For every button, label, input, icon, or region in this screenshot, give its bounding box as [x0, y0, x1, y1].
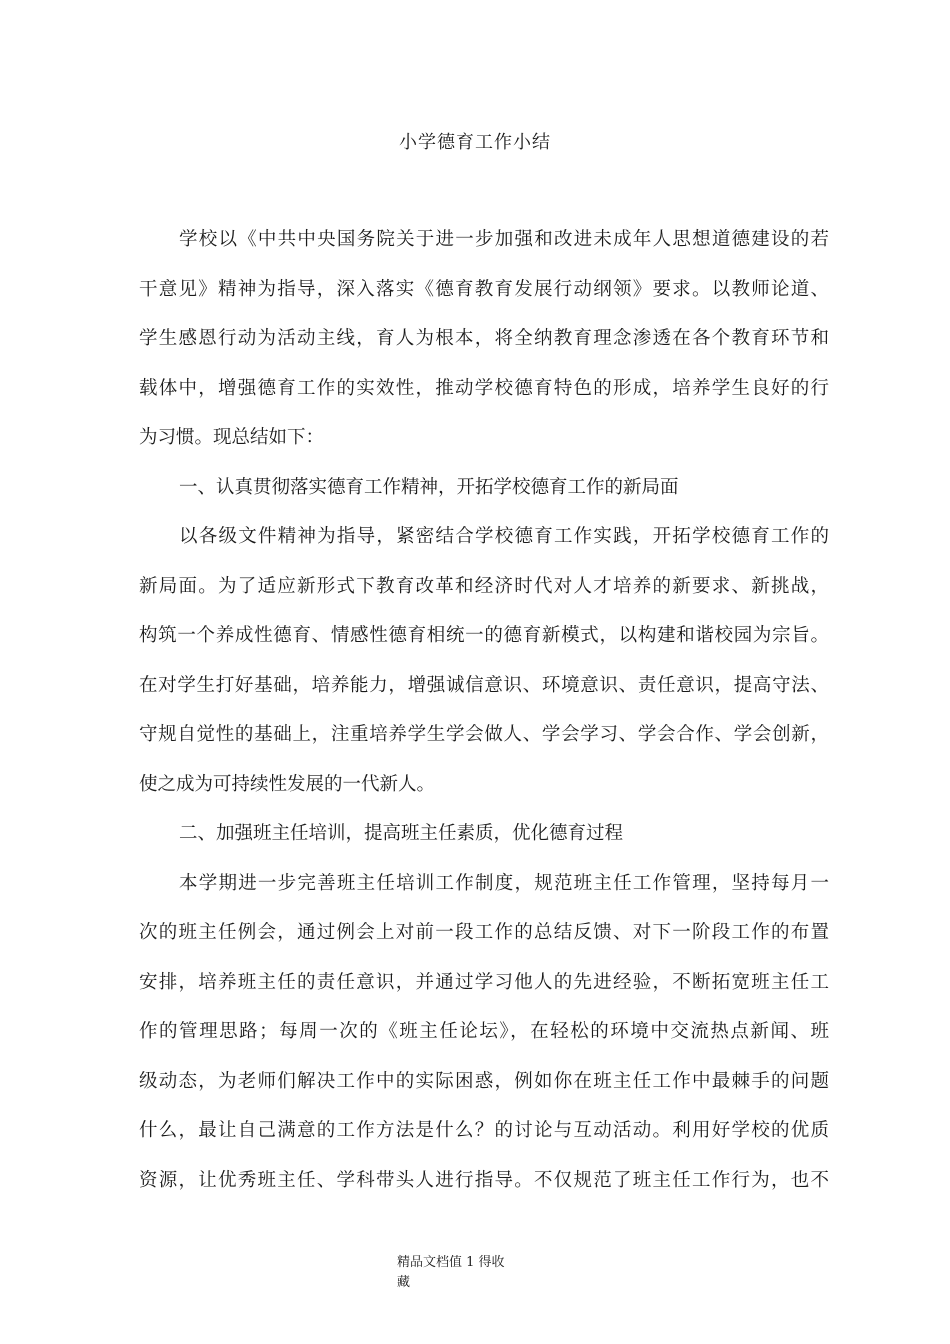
footer-line-2: 藏	[397, 1275, 411, 1290]
text-line: 资源，让优秀班主任、学科带头人进行指导。不仅规范了班主任工作行为，也不	[139, 1169, 829, 1191]
document-body	[139, 224, 829, 1214]
text-line: 为习惯。现总结如下：	[139, 427, 325, 448]
text-line: 载体中，增强德育工作的实效性，推动学校德育特色的形成，培养学生良好的行	[139, 377, 829, 399]
text-line: 新局面。为了适应新形式下教育改革和经济时代对人才培养的新要求、新挑战，	[139, 575, 829, 597]
text-line: 作的管理思路；每周一次的《班主任论坛》，在轻松的环境中交流热点新闻、班	[139, 1021, 829, 1042]
text-line: 学校以《中共中央国务院关于进一步加强和改进未成年人思想道德建设的若	[179, 229, 829, 250]
text-line: 本学期进一步完善班主任培训工作制度，规范班主任工作管理，坚持每月一	[179, 872, 829, 894]
text-line: 什么，最让自己满意的工作方法是什么？的讨论与互动活动。利用好学校的优质	[139, 1120, 829, 1141]
text-line: 在对学生打好基础，培养能力，增强诚信意识、环境意识、责任意识，提高守法、	[139, 674, 829, 696]
footer-line-1: 精品文档值 1 得收	[397, 1255, 505, 1270]
text-line: 构筑一个养成性德育、情感性德育相统一的德育新模式，以构建和谐校园为宗旨。	[139, 625, 829, 646]
document-title: 小学德育工作小结	[399, 132, 551, 153]
text-line: 干意见》精神为指导，深入落实《德育教育发展行动纲领》要求。以教师论道、	[139, 278, 829, 300]
text-line: 学生感恩行动为活动主线，育人为根本，将全纳教育理念渗透在各个教育环节和	[139, 328, 829, 349]
text-line: 以各级文件精神为指导，紧密结合学校德育工作实践，开拓学校德育工作的	[179, 526, 829, 547]
text-line: 次的班主任例会，通过例会上对前一段工作的总结反馈、对下一阶段工作的布置	[139, 922, 829, 943]
text-line: 安排，培养班主任的责任意识，并通过学习他人的先进经验，不断拓宽班主任工	[139, 971, 829, 993]
text-line: 一、认真贯彻落实德育工作精神，开拓学校德育工作的新局面	[179, 476, 679, 498]
text-line: 二、加强班主任培训，提高班主任素质，优化德育过程	[179, 823, 624, 844]
text-line: 级动态，为老师们解决工作中的实际困惑，例如你在班主任工作中最棘手的问题	[139, 1070, 829, 1092]
page-footer	[397, 1253, 505, 1293]
text-line: 守规自觉性的基础上，注重培养学生学会做人、学会学习、学会合作、学会创新，	[139, 724, 829, 745]
text-line: 使之成为可持续性发展的一代新人。	[139, 773, 436, 795]
